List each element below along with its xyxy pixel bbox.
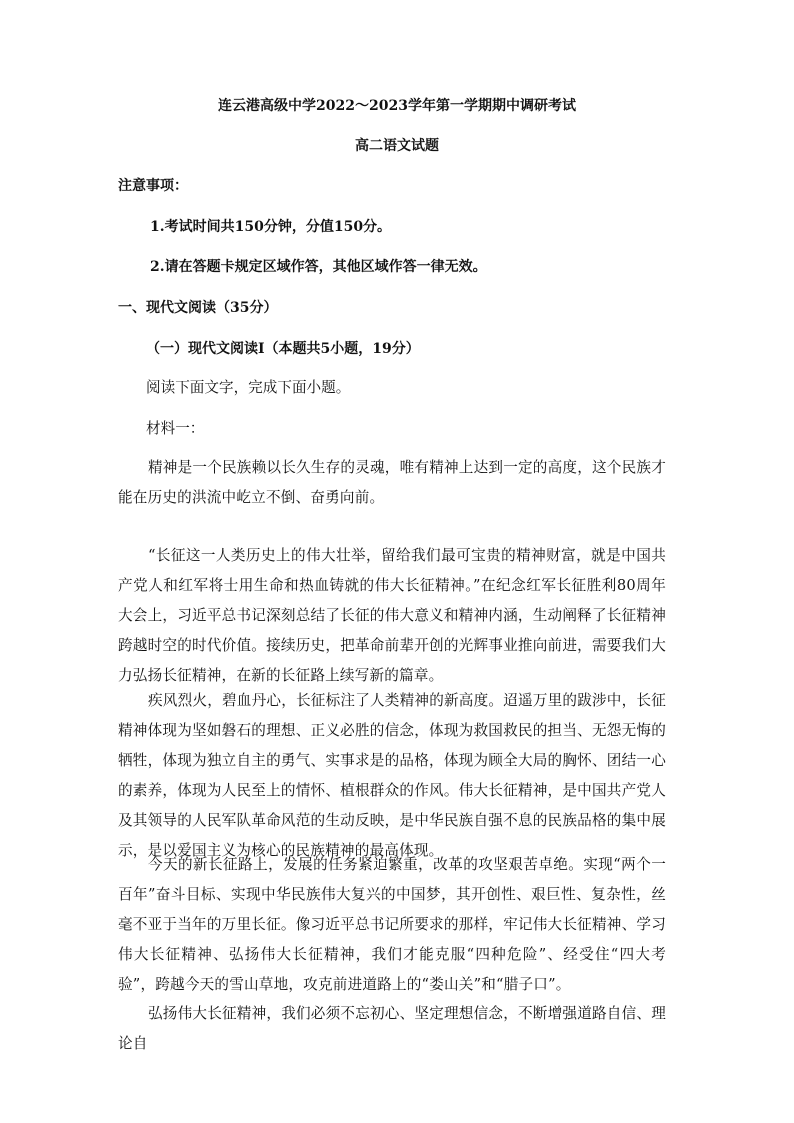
reading-instruction: 阅读下面文字，完成下面小题。 [146, 379, 351, 396]
exam-title: 连云港高级中学2022～2023学年第一学期期中调研考试 [218, 98, 576, 114]
section-heading: 一、现代文阅读（35分） [118, 300, 278, 316]
notice-heading: 注意事项： [118, 178, 188, 194]
exam-subtitle: 高二语文试题 [355, 138, 439, 154]
paragraph-5: 弘扬伟大长征精神，我们必须不忘初心、坚定理想信念，不断增强道路自信、理论自 [118, 1005, 666, 1052]
paragraph-3: 疾风烈火，碧血丹心，长征标注了人类精神的新高度。迢遥万里的跋涉中，长征精神体现为坚如磐石的理想、正义必胜的信念，体现为救国救民的担当、无怨无悔的牺牲，体现为独立自主的勇气、实事求是的品格，体现为顾全大局的胸怀、团结一心的素养，体现为人民至上的情怀、植根群众的作风。伟大长征精神，是中国共产党人及其领导的人民军队革命风范的生动反映，是中华民族自强不息的民族品格的集中展示，是以爱国主义为核心的民族精神的最高体现。 [118, 692, 666, 859]
paragraph-2: “长征这一人类历史上的伟大壮举，留给我们最可宝贵的精神财富，就是中国共产党人和红军将士用生命和热血铸就的伟大长征精神。”在纪念红军长征胜利80周年大会上，习近平总书记深刻总结了长征的伟大意义和精神内涵，生动阐释了长征精神跨越时空的时代价值。接续历史，把革命前辈开创的光辉事业推向前进，需要我们大力弘扬长征精神，在新的长征路上续写新的篇章。 [118, 547, 666, 684]
notice-item-1: 1.考试时间共150分钟，分值150分。 [150, 219, 392, 235]
sub-section-heading: （一）现代文阅读Ⅰ（本题共5小题，19分） [146, 341, 420, 357]
paragraph-4: 今天的新长征路上，发展的任务紧迫繁重，改革的攻坚艰苦卓绝。实现“两个一百年”奋斗目标、实现中华民族伟大复兴的中国梦，其开创性、艰巨性、复杂性，丝毫不亚于当年的万里长征。像习近平总书记所要求的那样，牢记伟大长征精神、学习伟大长征精神、弘扬伟大长征精神，我们才能克服“四种危险”、经受住“四大考验”，跨越今天的雪山草地，攻克前进道路上的“娄山关”和“腊子口”。 [118, 856, 666, 993]
notice-item-2: 2.请在答题卡规定区域作答，其他区域作答一律无效。 [150, 259, 487, 275]
paragraph-1: 精神是一个民族赖以长久生存的灵魂，唯有精神上达到一定的高度，这个民族才能在历史的洪流中屹立不倒、奋勇向前。 [118, 459, 666, 506]
material-label: 材料一： [146, 420, 205, 437]
